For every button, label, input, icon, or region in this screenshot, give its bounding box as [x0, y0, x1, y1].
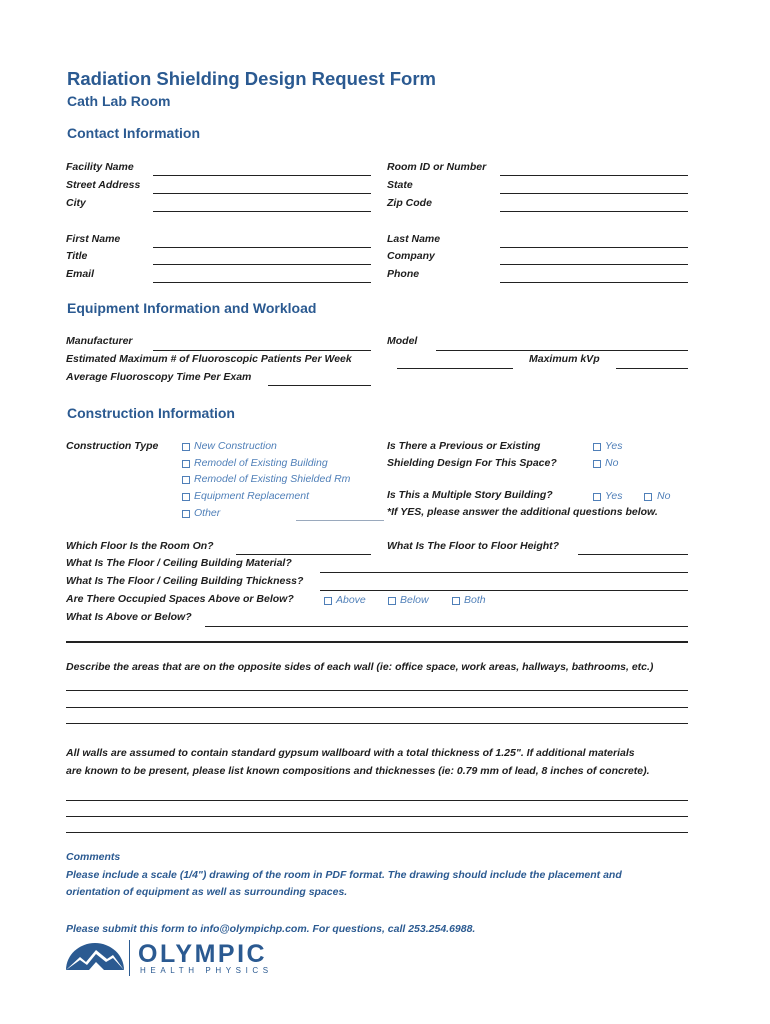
previous-no-checkbox[interactable]: [593, 460, 601, 468]
logo-subtitle: HEALTH PHYSICS: [140, 966, 273, 975]
max-patients-label: Estimated Maximum # of Fluoroscopic Patients Per Week: [66, 353, 352, 365]
last-name-label: Last Name: [387, 233, 441, 245]
zip-code-field[interactable]: [500, 211, 688, 212]
materials-answer-line-2[interactable]: [66, 816, 688, 817]
which-floor-label: Which Floor Is the Room On?: [66, 540, 214, 552]
walls-answer-line-2[interactable]: [66, 707, 688, 708]
other-label: Other: [194, 507, 221, 519]
state-field[interactable]: [500, 193, 688, 194]
multi-story-no-checkbox[interactable]: [644, 493, 652, 501]
construction-heading: Construction Information: [67, 405, 235, 421]
what-above-below-label: What Is Above or Below?: [66, 611, 192, 623]
gypsum-note-line2: are known to be present, please list known compositions and thicknesses (ie: 0.79 mm of lead, 8 inches of concrete).: [66, 765, 650, 777]
company-label: Company: [387, 250, 435, 262]
max-patients-field[interactable]: [397, 368, 513, 369]
city-label: City: [66, 197, 86, 209]
max-kvp-field[interactable]: [616, 368, 688, 369]
phone-field[interactable]: [500, 282, 688, 283]
occupied-spaces-question: Are There Occupied Spaces Above or Below?: [66, 593, 294, 605]
multi-story-yes-checkbox[interactable]: [593, 493, 601, 501]
gypsum-note-line1: All walls are assumed to contain standard gypsum wallboard with a total thickness of 1.25". If additional materials: [66, 747, 635, 759]
which-floor-field[interactable]: [236, 554, 371, 555]
construction-type-label: Construction Type: [66, 440, 159, 452]
comments-heading: Comments: [66, 851, 121, 863]
materials-answer-line-1[interactable]: [66, 800, 688, 801]
facility-name-label: Facility Name: [66, 161, 134, 173]
floor-height-field[interactable]: [578, 554, 688, 555]
above-label: Above: [336, 594, 366, 606]
mountain-logo-icon: [63, 940, 127, 976]
first-name-field[interactable]: [153, 247, 371, 248]
street-address-field[interactable]: [153, 193, 371, 194]
both-label: Both: [464, 594, 486, 606]
what-above-below-field-2[interactable]: [66, 641, 688, 643]
avg-time-field[interactable]: [268, 385, 371, 386]
title-label: Title: [66, 250, 88, 262]
walls-answer-line-3[interactable]: [66, 723, 688, 724]
other-field[interactable]: [296, 520, 384, 521]
what-above-below-field[interactable]: [205, 626, 688, 627]
previous-yes-label: Yes: [605, 440, 623, 452]
new-construction-label: New Construction: [194, 440, 277, 452]
form-title: Radiation Shielding Design Request Form: [67, 68, 437, 89]
remodel-building-checkbox[interactable]: [182, 460, 190, 468]
title-field[interactable]: [153, 264, 371, 265]
contact-heading: Contact Information: [67, 125, 200, 141]
previous-design-question-line1: Is There a Previous or Existing: [387, 440, 541, 452]
manufacturer-label: Manufacturer: [66, 335, 133, 347]
equipment-heading: Equipment Information and Workload: [67, 300, 317, 316]
below-label: Below: [400, 594, 429, 606]
avg-time-label: Average Fluoroscopy Time Per Exam: [66, 371, 252, 383]
multi-story-yes-label: Yes: [605, 490, 623, 502]
first-name-label: First Name: [66, 233, 121, 245]
phone-label: Phone: [387, 268, 420, 280]
ceiling-thickness-label: What Is The Floor / Ceiling Building Thickness?: [66, 575, 304, 587]
email-field[interactable]: [153, 282, 371, 283]
equipment-replacement-label: Equipment Replacement: [194, 490, 309, 502]
logo-divider: [129, 940, 130, 976]
below-checkbox[interactable]: [388, 597, 396, 605]
ceiling-material-field[interactable]: [320, 572, 688, 573]
max-kvp-label: Maximum kVp: [529, 353, 600, 365]
room-id-field[interactable]: [500, 175, 688, 176]
equipment-replacement-checkbox[interactable]: [182, 493, 190, 501]
previous-yes-checkbox[interactable]: [593, 443, 601, 451]
describe-walls-label: Describe the areas that are on the opposite sides of each wall (ie: office space, work areas, hallways, bathrooms, etc.): [66, 661, 654, 673]
other-checkbox[interactable]: [182, 510, 190, 518]
remodel-shielded-label: Remodel of Existing Shielded Rm: [194, 473, 351, 485]
ceiling-material-label: What Is The Floor / Ceiling Building Material?: [66, 557, 292, 569]
company-field[interactable]: [500, 264, 688, 265]
remodel-shielded-checkbox[interactable]: [182, 476, 190, 484]
floor-height-label: What Is The Floor to Floor Height?: [387, 540, 560, 552]
multi-story-question: Is This a Multiple Story Building?: [387, 489, 553, 501]
room-id-label: Room ID or Number: [387, 161, 487, 173]
email-label: Email: [66, 268, 95, 280]
zip-code-label: Zip Code: [387, 197, 432, 209]
comments-line1: Please include a scale (1/4") drawing of the room in PDF format. The drawing should include the placement and: [66, 869, 622, 881]
previous-design-question-line2: Shielding Design For This Space?: [387, 457, 557, 469]
comments-line2: orientation of equipment as well as surrounding spaces.: [66, 886, 348, 898]
both-checkbox[interactable]: [452, 597, 460, 605]
ceiling-thickness-field[interactable]: [320, 590, 688, 591]
new-construction-checkbox[interactable]: [182, 443, 190, 451]
logo-name: OLYMPIC: [138, 940, 268, 968]
manufacturer-field[interactable]: [153, 350, 371, 351]
above-checkbox[interactable]: [324, 597, 332, 605]
state-label: State: [387, 179, 413, 191]
materials-answer-line-3[interactable]: [66, 832, 688, 833]
form-subtitle: Cath Lab Room: [67, 93, 171, 109]
street-address-label: Street Address: [66, 179, 141, 191]
previous-no-label: No: [605, 457, 619, 469]
facility-name-field[interactable]: [153, 175, 371, 176]
model-field[interactable]: [436, 350, 688, 351]
remodel-building-label: Remodel of Existing Building: [194, 457, 328, 469]
walls-answer-line-1[interactable]: [66, 690, 688, 691]
model-label: Model: [387, 335, 418, 347]
submit-instructions: Please submit this form to info@olympichp.com. For questions, call 253.254.6988.: [66, 923, 476, 935]
last-name-field[interactable]: [500, 247, 688, 248]
city-field[interactable]: [153, 211, 371, 212]
multi-story-note: *If YES, please answer the additional questions below.: [387, 506, 658, 518]
multi-story-no-label: No: [657, 490, 671, 502]
